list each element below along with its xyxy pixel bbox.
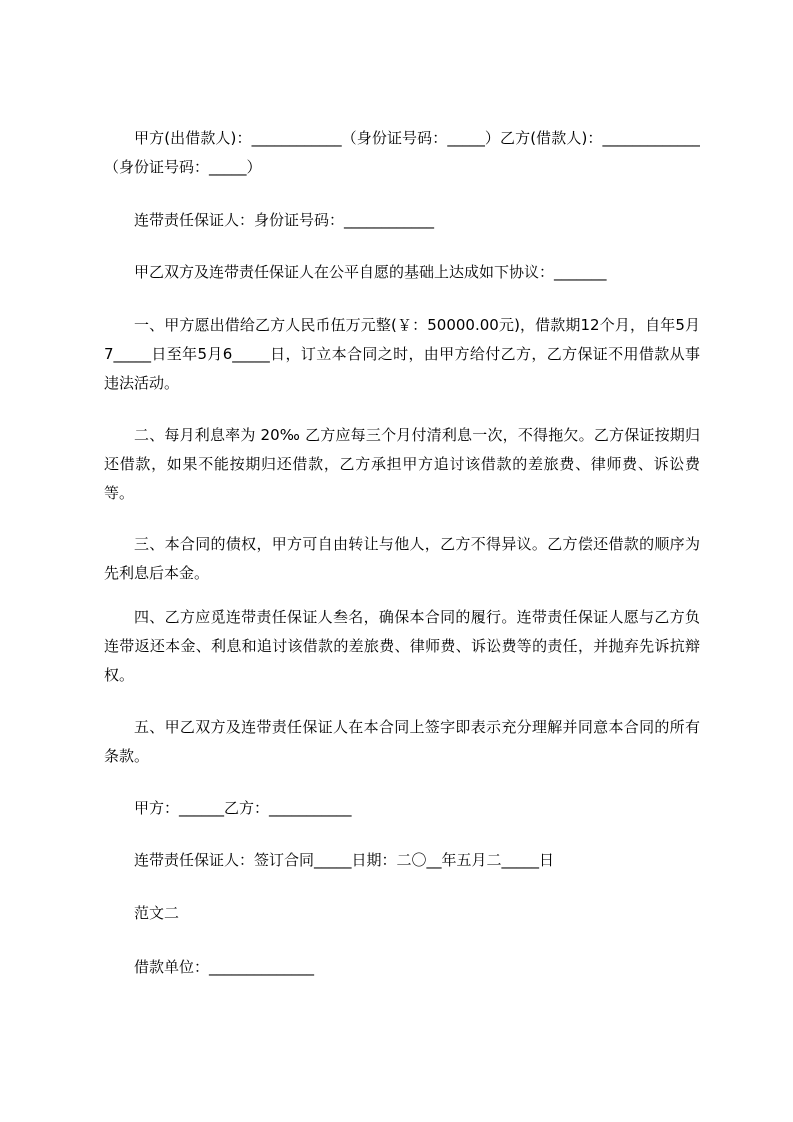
- signature-guarantor-date: 连带责任保证人：签订合同_____日期：二〇__年五月二_____日: [134, 851, 555, 869]
- clause-one: 一、甲方愿出借给乙方人民币伍万元整(￥：50000.00元)，借款期12个月，自年5月7_____日至年5月6_____日，订立本合同之时，由甲方给付乙方，乙方保证不用借款从事违法活动。: [104, 316, 700, 392]
- clause-five: 五、甲乙双方及连带责任保证人在本合同上签字即表示充分理解并同意本合同的所有条款。: [104, 718, 700, 765]
- borrowing-unit-line: 借款单位：______________: [134, 958, 315, 976]
- signature-parties: 甲方：______乙方：___________: [134, 799, 352, 817]
- clause-four: 四、乙方应觅连带责任保证人叁名，确保本合同的履行。连带责任保证人愿与乙方负连带返还本金、利息和追讨该借款的差旅费、律师费、诉讼费等的责任，并抛弃先诉抗辩权。: [104, 608, 700, 684]
- clause-two: 二、每月利息率为 20‰ 乙方应每三个月付清利息一次，不得拖欠。乙方保证按期归还借款，如果不能按期归还借款，乙方承担甲方追讨该借款的差旅费、律师费、诉讼费等。: [104, 426, 700, 502]
- section-heading-sample-two: 范文二: [134, 904, 180, 922]
- clause-three: 三、本合同的债权，甲方可自由转让与他人，乙方不得异议。乙方偿还借款的顺序为先利息后本金。: [104, 535, 700, 582]
- paragraph-parties: 甲方(出借款人)：____________（身份证号码：_____）乙方(借款人)：_____________（身份证号码：_____）: [104, 129, 700, 176]
- paragraph-agreement-intro: 甲乙双方及连带责任保证人在公平自愿的基础上达成如下协议：_______: [134, 263, 607, 281]
- paragraph-guarantor: 连带责任保证人：身份证号码：____________: [134, 211, 435, 229]
